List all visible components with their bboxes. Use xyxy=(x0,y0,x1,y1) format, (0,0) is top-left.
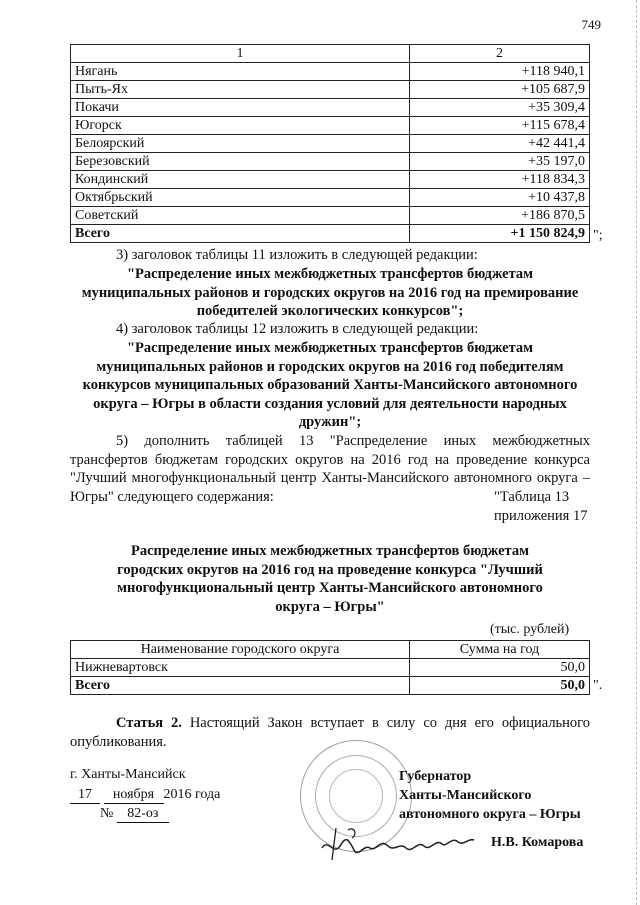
row-name: Октябрьский xyxy=(71,189,410,207)
row-value: +118 940,1 xyxy=(410,63,590,81)
row-name: Нягань xyxy=(71,63,410,81)
table-total-row xyxy=(71,225,590,243)
law-number xyxy=(100,806,169,823)
item-3-text: 3) заголовок таблицы 11 изложить в следующей редакции: xyxy=(116,247,478,263)
row-value: 50,0 xyxy=(410,659,590,677)
date-year: 2016 года xyxy=(163,787,221,802)
row-name: Белоярский xyxy=(71,135,410,153)
total-label: Всего xyxy=(71,225,410,243)
item-4-title: "Распределение иных межбюджетных трансфертов бюджетам муниципальных районов и городских округов на 2016 год победителям конкурсов муниципальных образований Ханты-Мансийского автономного округа – Югры в области создания условий для деятельности народных дружин"; xyxy=(82,340,578,430)
row-value: +42 441,4 xyxy=(410,135,590,153)
row-value: +115 678,4 xyxy=(410,117,590,135)
table-13-reference xyxy=(494,488,587,526)
table-transfers xyxy=(70,44,590,243)
table-row xyxy=(71,171,590,189)
row-value: +105 687,9 xyxy=(410,81,590,99)
total-value: 50,0 xyxy=(410,677,590,695)
table-row xyxy=(71,117,590,135)
total-label: Всего xyxy=(71,677,410,695)
item-3-title: "Распределение иных межбюджетных трансфертов бюджетам муниципальных районов и городских округов на 2016 год на премирование победителей экологических конкурсов"; xyxy=(81,266,579,319)
column-header-sum: Сумма на год xyxy=(410,641,590,659)
table-13-ref-line2: приложения 17 xyxy=(494,508,588,524)
page-number: 749 xyxy=(581,17,601,32)
city: г. Ханты-Мансийск xyxy=(70,767,186,782)
row-value: +186 870,5 xyxy=(410,207,590,225)
date-month: ноября xyxy=(104,787,164,804)
row-name: Югорск xyxy=(71,117,410,135)
table-row xyxy=(71,99,590,117)
table-total-row xyxy=(71,677,590,695)
governor-region-2: автономного округа – Югры xyxy=(399,807,581,822)
governor-region-1: Ханты-Мансийского xyxy=(399,788,532,803)
table-row xyxy=(71,207,590,225)
page-edge-line xyxy=(636,0,637,905)
law-number-value: 82-оз xyxy=(117,806,169,823)
row-value: +118 834,3 xyxy=(410,171,590,189)
article-text: Настоящий Закон вступает в силу со дня его официального опубликования. xyxy=(70,715,591,750)
table1-closing-quote: "; xyxy=(593,228,603,243)
table-13-title: Распределение иных межбюджетных трансфертов бюджетам городских округов на 2016 год на проведение конкурса "Лучший многофункциональный центр Ханты-Мансийского автономного округа – Югры" xyxy=(117,543,543,615)
row-name: Пыть-Ях xyxy=(71,81,410,99)
table-row xyxy=(71,153,590,171)
table-row xyxy=(71,135,590,153)
law-number-label: № xyxy=(100,806,114,821)
table-13-ref-line1: "Таблица 13 xyxy=(494,489,570,505)
table-row xyxy=(71,81,590,99)
row-name: Березовский xyxy=(71,153,410,171)
column-header-1: 1 xyxy=(71,45,410,63)
column-header-district: Наименование городского округа xyxy=(71,641,410,659)
item-4-text: 4) заголовок таблицы 12 изложить в следующей редакции: xyxy=(116,321,479,337)
governor-block xyxy=(399,767,581,824)
table-row xyxy=(71,63,590,81)
governor-name: Н.В. Комарова xyxy=(491,835,584,850)
total-value: +1 150 824,9 xyxy=(410,225,590,243)
table-row xyxy=(71,189,590,207)
row-value: +10 437,8 xyxy=(410,189,590,207)
row-name: Нижневартовск xyxy=(71,659,410,677)
row-name: Советский xyxy=(71,207,410,225)
table2-closing-quote: ". xyxy=(593,678,603,693)
table-2-units: (тыс. рублей) xyxy=(490,622,570,637)
row-value: +35 309,4 xyxy=(410,99,590,117)
item-5-text: 5) дополнить таблицей 13 "Распределение иных межбюджетных трансфертов бюджетам городских округов на 2016 год на проведение конкурса "Лучший многофункциональный центр Ханты-Мансийского автономного округа – Югры" следующего содержания: xyxy=(70,433,590,505)
governor-title: Губернатор xyxy=(399,769,472,784)
row-name: Кондинский xyxy=(71,171,410,189)
row-name: Покачи xyxy=(71,99,410,117)
article-label: Статья 2. xyxy=(116,715,182,731)
table-row xyxy=(71,659,590,677)
date-day: 17 xyxy=(70,787,100,804)
column-header-2: 2 xyxy=(410,45,590,63)
row-value: +35 197,0 xyxy=(410,153,590,171)
signing-date xyxy=(70,787,220,804)
table-mfc xyxy=(70,640,590,695)
